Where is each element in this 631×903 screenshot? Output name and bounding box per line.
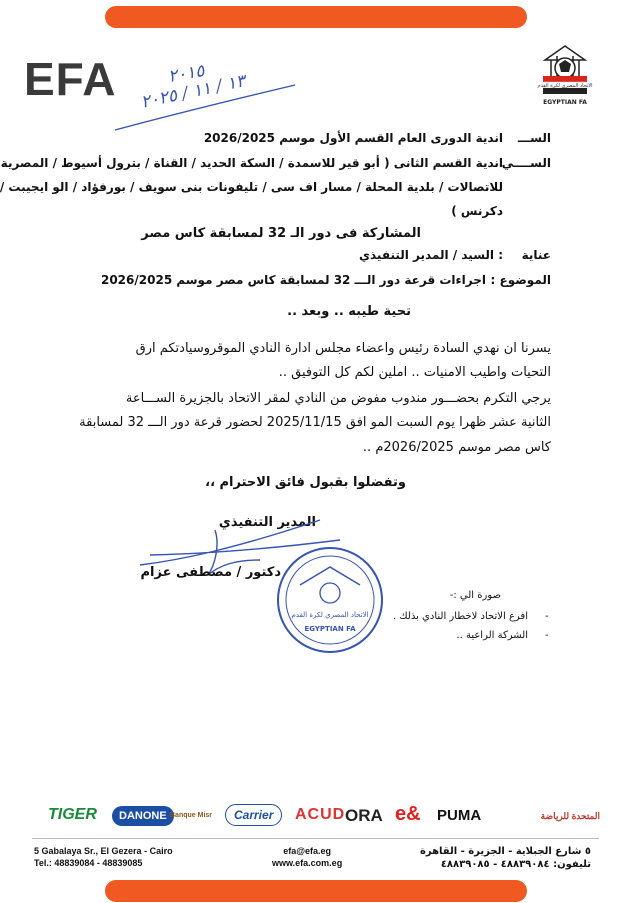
copy1-dash: -: [545, 611, 549, 622]
sponsor-danone: DANONE: [112, 806, 174, 826]
top-accent-bar: [105, 6, 527, 28]
footer-contact: [272, 845, 342, 869]
to-line-2: اندية القسم الثانى ( أبو قير للاسمدة / السكة الحديد / القناة / بترول أسيوط / المصرية: [0, 156, 503, 170]
greeting: تحية طيبه .. وبعد ..: [287, 304, 411, 319]
sponsor-tiger: TIGER: [48, 806, 97, 823]
copy2: الشركة الراعية ..: [456, 630, 528, 641]
emblem-english: EGYPTIAN FA: [543, 99, 587, 106]
para2-line1: يرجي التكرم بحضـــور مندوب مفوض من النادي لمقر الاتحاد بالجزيرة الســـاعة: [125, 391, 551, 406]
subject-label: الموضوع :: [490, 273, 551, 287]
to-line-1: اندية الدورى العام القسم الأول موسم 2026/2025: [203, 131, 503, 145]
sponsor-eand: e&: [395, 803, 421, 825]
stamp-arabic: الاتحاد المصري لكرة القدم: [291, 611, 369, 619]
footer-tel-ar: تليفون: ٤٨٨٣٩٠٨٤ - ٤٨٨٣٩٠٨٥: [440, 859, 591, 870]
to-label-1: الســـ: [517, 131, 551, 145]
footer-address-ar: [420, 845, 591, 871]
attention-label: عناية: [521, 248, 551, 262]
attention-value: : السيد / المدير التنفيذي: [359, 248, 503, 262]
participation-heading: المشاركة فى دور الـ 32 لمسابقة كاس مصر: [141, 226, 421, 241]
sponsors-strip: [40, 798, 600, 838]
handwritten-number: ٢٠١٥: [166, 60, 206, 88]
sponsor-carrier: Carrier: [225, 804, 282, 826]
sponsor-banque-misr: Banque Misr: [170, 812, 213, 819]
bottom-accent-bar: [105, 880, 527, 902]
copies-label: صورة الي :-: [449, 590, 501, 601]
copy1: افرع الاتحاد لاخطار النادي بذلك .: [393, 611, 528, 622]
para1-line2: التحيات واطيب الامنيات .. املين لكم كل التوفيق ..: [278, 365, 551, 380]
to-line-3: للاتصالات / بلدية المحلة / مسار اف سى / تليفونات بنى سويف / بورفؤاد / الو ايجيبت /: [0, 180, 503, 194]
handwritten-date: ١٣ / ١١ / ٢٠٢٥: [139, 71, 248, 113]
to-label-2: الســــي: [501, 156, 551, 170]
efa-logo: EFA: [24, 53, 117, 105]
stamp-english: EGYPTIAN FA: [304, 625, 356, 633]
footer-address-en: [34, 845, 173, 869]
para2-line3: كاس مصر موسم 2026/2025م ..: [362, 440, 551, 455]
footer-address-line: 5 Gabalaya Sr., El Gezera - Cairo: [34, 846, 173, 856]
subject-value: اجراءات قرعة دور الـــ 32 لمسابقة كاس مصر موسم 2026/2025: [100, 273, 486, 287]
para1-line1: يسرنا ان نهدي السادة رئيس واعضاء مجلس ادارة النادي الموقروسيادتكم ارق: [135, 341, 551, 356]
footer-website[interactable]: www.efa.com.eg: [272, 858, 343, 868]
footer-address-ar-line: ٥ شارع الجبلاية - الجزيرة - القاهرة: [419, 846, 591, 857]
para2-line2: الثانية عشر ظهرا يوم السبت المو افق 2025/11/15 لحضور قرعة دور الـــ 32 لمسابقة: [79, 415, 551, 430]
closing: وتفضلوا بقبول فائق الاحترام ،،: [205, 475, 406, 490]
footer-divider: [32, 838, 599, 839]
sponsor-acud: ACUD: [295, 806, 346, 823]
footer-tel-en: Tel.: 48839084 - 48839085: [34, 858, 143, 868]
sponsor-ora: ORA: [345, 806, 383, 825]
official-stamp: [275, 545, 385, 655]
signature-name: دكتور / مصطفى عزام: [140, 565, 281, 580]
to-line-4: دكرنس ): [451, 204, 503, 218]
signature-title: المدير التنفيذي: [218, 515, 316, 530]
egyptian-fa-emblem: [525, 40, 605, 110]
footer-email[interactable]: efa@efa.eg: [283, 846, 331, 856]
sponsor-united-sports: المتحدة للرياضة: [540, 811, 600, 821]
emblem-arabic: الاتحاد المصري لكرة القدم: [537, 83, 593, 89]
sponsor-puma: PUMA: [437, 807, 482, 824]
copy2-dash: -: [545, 630, 549, 641]
